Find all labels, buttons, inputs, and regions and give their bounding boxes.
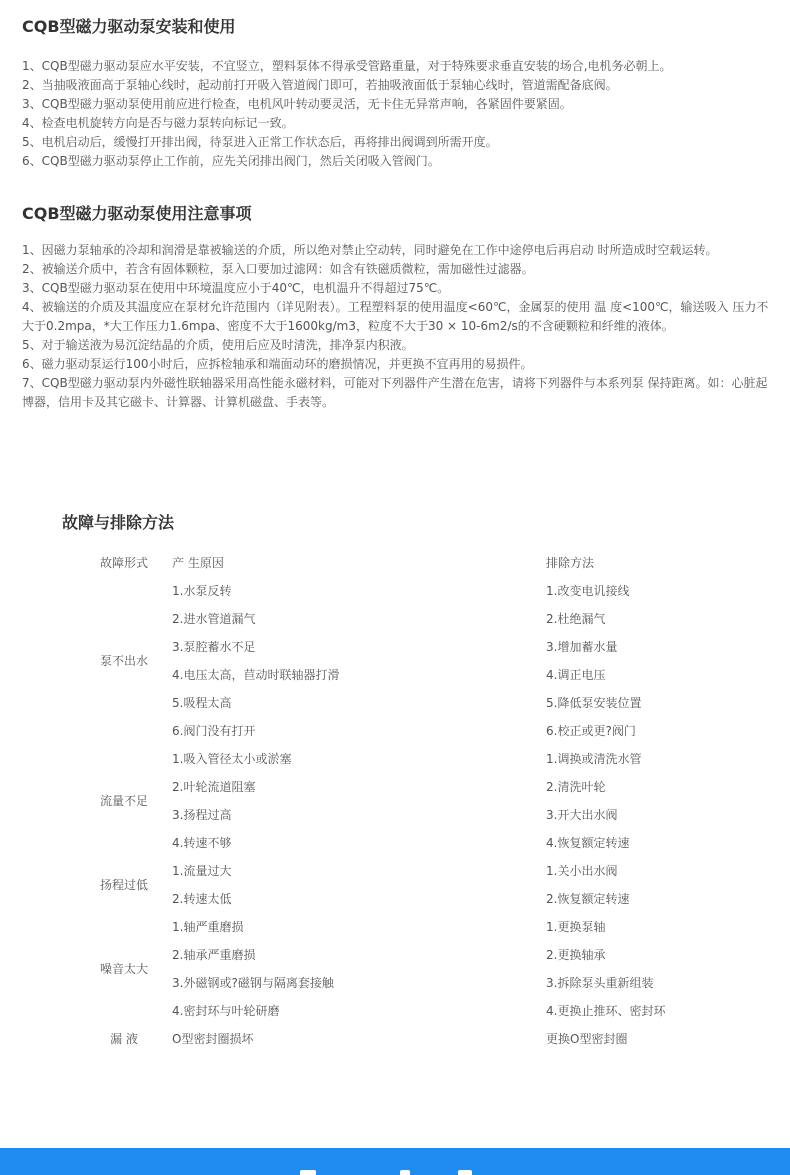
table-row [76, 576, 786, 604]
notes-heading: CQB型磁力驱动泵使用注意事项 [22, 204, 252, 223]
install-section [22, 16, 774, 171]
table-row [76, 744, 786, 772]
remedy-cell: 3.拆除泵头重新组装 [546, 975, 654, 990]
table-header-row [76, 548, 786, 576]
fault-cell: 噪音太大 [99, 961, 148, 976]
cause-cell: 4.转速不够 [172, 835, 232, 850]
table-row [76, 884, 786, 912]
install-item: 2、当抽吸液面高于泵轴心线时，起动前打开吸入管道阀门即可，若抽吸液面低于泵轴心线时，管道需配备底阀。 [22, 78, 618, 92]
fault-cell: 漏 液 [110, 1031, 138, 1046]
cause-cell: 2.转速太低 [172, 891, 232, 906]
banner-glyph [300, 1170, 316, 1175]
remedy-cell: 1.调换或清洗水管 [546, 751, 642, 766]
notes-section [22, 203, 774, 412]
troubleshooting-table [76, 548, 786, 1052]
remedy-cell: 4.调正电压 [546, 667, 606, 682]
cause-cell: 2.轴承严重磨损 [172, 947, 256, 962]
cause-cell: 4.密封环与叶轮研磨 [172, 1003, 280, 1018]
remedy-cell: 5.降低泵安装位置 [546, 695, 642, 710]
table-row [76, 1024, 786, 1052]
header-remedy: 排除方法 [546, 555, 595, 570]
fault-cell: 泵不出水 [99, 653, 148, 668]
table-row [76, 856, 786, 884]
banner-glyph [400, 1170, 410, 1175]
table-row [76, 912, 786, 940]
header-cause: 产 生原因 [172, 555, 224, 570]
remedy-cell: 2.更换轴承 [546, 947, 606, 962]
remedy-cell: 4.恢复额定转速 [546, 835, 630, 850]
table-row [76, 716, 786, 744]
cause-cell: 3.泵腔蓄水不足 [172, 639, 256, 654]
fault-cell: 扬程过低 [99, 877, 148, 892]
remedy-cell: 1.更换泵轴 [546, 919, 606, 934]
table-row [76, 632, 786, 660]
remedy-cell: 3.开大出水阀 [546, 807, 618, 822]
install-item: 3、CQB型磁力驱动泵使用前应进行检查，电机风叶转动要灵活，无卡住无异常声响，各紧固件要紧固。 [22, 97, 572, 111]
remedy-cell: 1.改变电讥接线 [546, 583, 630, 598]
cause-cell: 1.水泵反转 [172, 583, 232, 598]
cause-cell: 3.外磁钢或?磁钢与隔离套接触 [172, 975, 334, 990]
header-fault: 故障形式 [99, 555, 148, 570]
cause-cell: O型密封圈损坏 [172, 1031, 254, 1046]
notes-list [22, 241, 774, 412]
notes-item: 2、被输送介质中，若含有固体颗粒，泵入口要加过滤网：如含有铁磁质微粒，需加磁性过滤器。 [22, 262, 534, 276]
install-heading: CQB型磁力驱动泵安装和使用 [22, 17, 236, 36]
cause-cell: 2.进水管道漏气 [172, 611, 256, 626]
remedy-cell: 4.更换止推环、密封环 [546, 1003, 666, 1018]
remedy-cell: 2.清洗叶轮 [546, 779, 606, 794]
table-row [76, 800, 786, 828]
remedy-cell: 2.恢复额定转速 [546, 891, 630, 906]
remedy-cell: 6.校正或更?阀门 [546, 723, 636, 738]
troubleshooting-heading: 故障与排除方法 [62, 513, 175, 532]
notes-item: 3、CQB型磁力驱动泵在使用中环境温度应小于40℃，电机温升不得超过75℃。 [22, 281, 450, 295]
install-item: 5、电机启动后，缓慢打开排出阀，待泵进入正常工作状态后，再将排出阀调到所需开度。 [22, 135, 498, 149]
cause-cell: 6.阀门没有打开 [172, 723, 256, 738]
notes-item: 5、对于输送液为易沉淀结晶的介质，使用后应及时清洗，排净泵内积液。 [22, 338, 414, 352]
table-row [76, 772, 786, 800]
table-row [76, 940, 786, 968]
install-item: 1、CQB型磁力驱动泵应水平安装，不宜竖立，塑料泵体不得承受管路重量，对于特殊要求垂直安装的场合,电机务必朝上。 [22, 59, 672, 73]
install-item: 4、检查电机旋转方向是否与磁力泵转向标记一致。 [22, 116, 294, 130]
install-item: 6、CQB型磁力驱动泵停止工作前，应先关闭排出阀门，然后关闭吸入管阀门。 [22, 154, 440, 168]
install-list [22, 57, 774, 171]
remedy-cell: 2.杜绝漏气 [546, 611, 606, 626]
banner-glyph [458, 1170, 472, 1175]
notes-item: 6、磁力驱动泵运行100小时后，应拆检轴承和端面动环的磨损情况，并更换不宜再用的易损件。 [22, 357, 533, 371]
cause-cell: 1.吸入管径太小或淤塞 [172, 751, 292, 766]
table-row [76, 604, 786, 632]
troubleshooting-table-body [76, 548, 786, 1052]
cause-cell: 3.扬程过高 [172, 807, 232, 822]
notes-item: 4、被输送的介质及其温度应在泵材允许范围内（详见附表）。工程塑料泵的使用温度<60℃，金属泵的使用 温 度<100℃，输送吸入 压力不大于0.2mpa，*大工作压力1.6mpa、密度不大于1600kg/m3，粒度不大于30 × 10-6m2/s的不含硬颗粒和纤维的液体。 [22, 300, 769, 333]
table-row [76, 828, 786, 856]
remedy-cell: 3.增加蓄水量 [546, 639, 618, 654]
bottom-banner [0, 1148, 790, 1175]
notes-item: 7、CQB型磁力驱动泵内外磁性联轴器采用高性能永磁材料，可能对下列器件产生潜在危害，请将下列器件与本系列泵 保持距离。如：心脏起博器，信用卡及其它磁卡、计算器、计算机磁盘、手表等。 [22, 376, 768, 409]
cause-cell: 1.流量过大 [172, 863, 232, 878]
notes-item: 1、因磁力泵轴承的冷却和润滑是靠被输送的介质，所以绝对禁止空动转，同时避免在工作中途停电后再启动 时所造成时空载运转。 [22, 243, 718, 257]
table-row [76, 688, 786, 716]
cause-cell: 4.电压太高，苣动时联轴器打滑 [172, 667, 340, 682]
cause-cell: 5.吸程太高 [172, 695, 232, 710]
remedy-cell: 1.关小出水阀 [546, 863, 618, 878]
cause-cell: 2.叶轮流道阻塞 [172, 779, 256, 794]
cause-cell: 1.轴严重磨损 [172, 919, 244, 934]
table-row [76, 996, 786, 1024]
table-row [76, 968, 786, 996]
fault-cell: 流量不足 [99, 793, 148, 808]
table-row [76, 660, 786, 688]
remedy-cell: 更换O型密封圈 [546, 1031, 628, 1046]
